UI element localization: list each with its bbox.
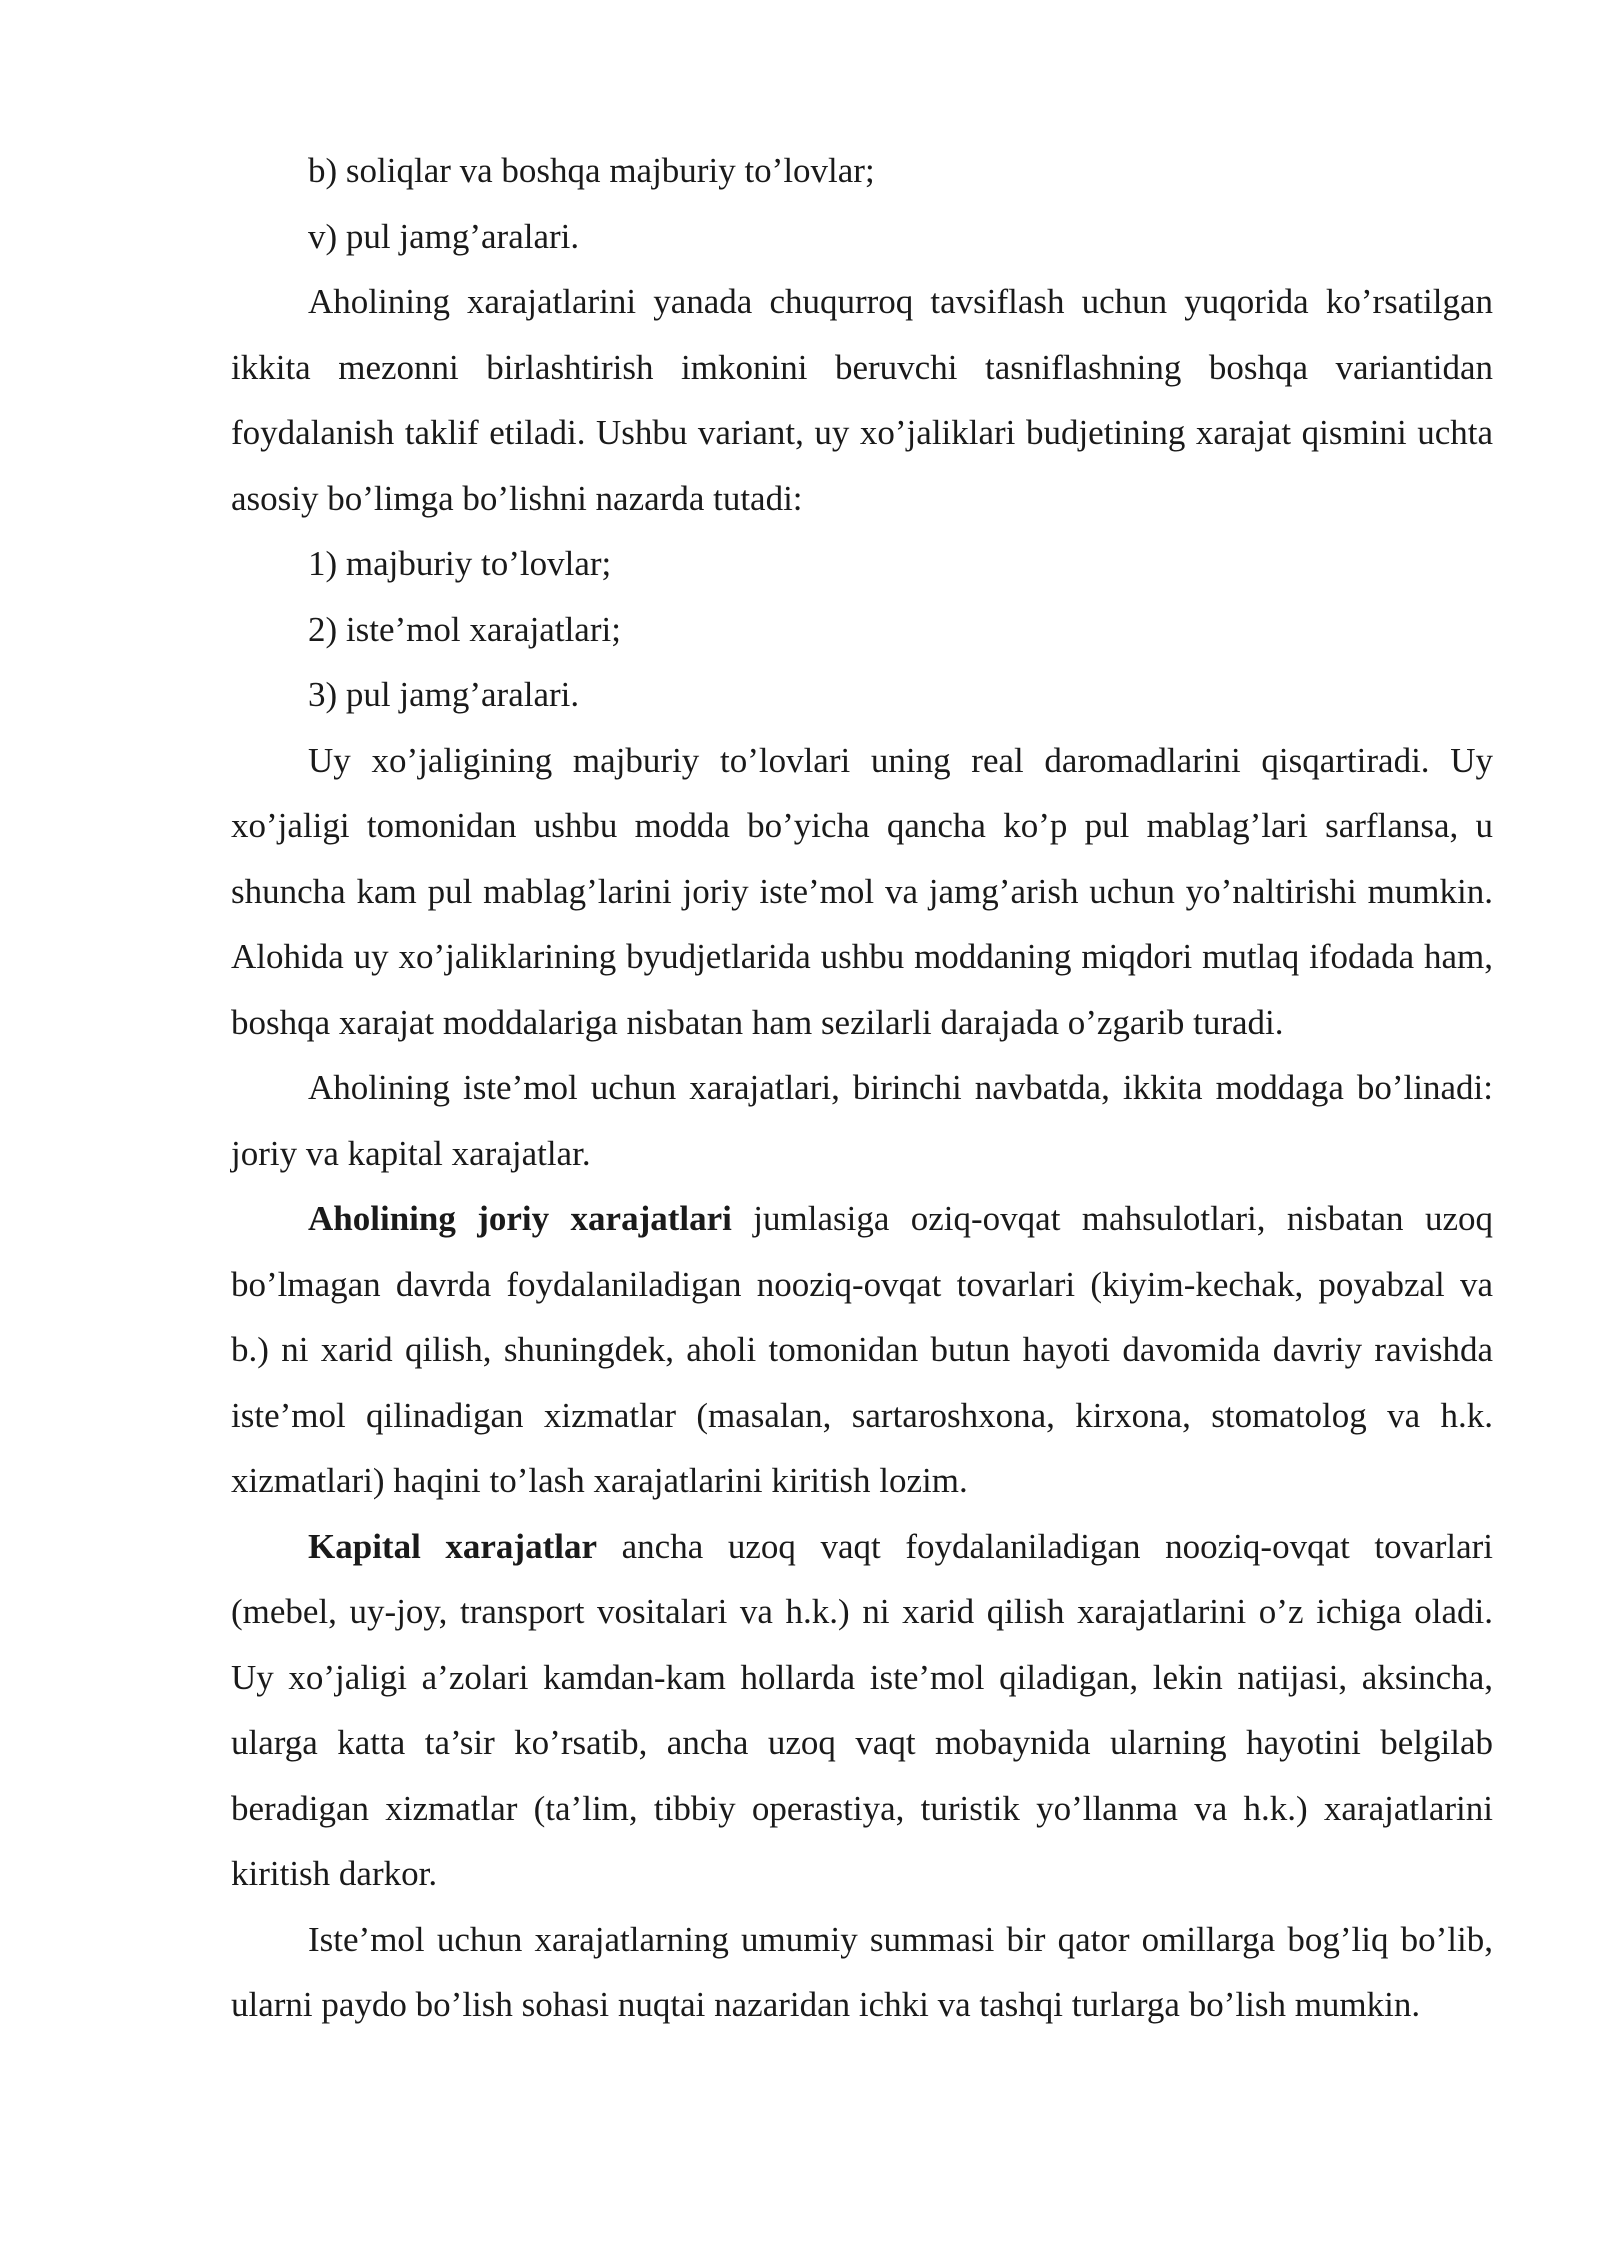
paragraph-consumption-expenses: Aholining iste’mol uchun xarajatlari, birinchi navbatda, ikkita moddaga bo’linadi: joriy va kapital xarajatlar. (231, 1068, 1493, 1173)
list-item-2: 2) iste’mol xarajatlari; (308, 609, 621, 649)
list-item-v: v) pul jamg’aralari. (308, 216, 580, 256)
paragraph-mandatory-payments: Uy xo’jaligining majburiy to’lovlari uning real daromadlarini qisqartiradi. Uy xo’jaligi tomonidan ushbu modda bo’yicha qancha ko’p pul mablag’lari sarflansa, u shuncha kam pul mablag’larini joriy iste’mol va jamg’arish uchun yo’naltirishi mumkin. Alohida uy xo’jaliklarining byudjetlarida ushbu moddaning miqdori mutlaq ifodada ham, boshqa xarajat moddalariga nisbatan ham sezilarli darajada o’zgarib turadi. (231, 740, 1493, 1042)
term-current-expenses: Aholining joriy xarajatlari (308, 1199, 732, 1238)
paragraph-current-expenses (231, 1186, 1493, 1514)
paragraph-capital-expenses (231, 1514, 1493, 1907)
paragraph-current-expenses-text: jumlasiga oziq-ovqat mahsulotlari, nisbatan uzoq bo’lmagan davrda foydalaniladigan nooziq-ovqat tovarlari (kiyim-kechak, poyabzal va b.) ni xarid qilish, shuningdek, aholi tomonidan butun hayoti davomida davriy ravishda iste’mol qilinadigan xizmatlar (masalan, sartaroshxona, kirxona, stomatolog va h.k. xizmatlari) haqini to’lash xarajatlarini kiritish lozim. (231, 1199, 1493, 1500)
paragraph-intro: Aholining xarajatlarini yanada chuqurroq tavsiflash uchun yuqorida ko’rsatilgan ikkita mezonni birlashtirish imkonini beruvchi tasniflashning boshqa variantidan foydalanish taklif etiladi. Ushbu variant, uy xo’jaliklari budjetining xarajat qismini uchta asosiy bo’limga bo’lishni nazarda tutadi: (231, 282, 1493, 518)
list-item-3: 3) pul jamg’aralari. (308, 675, 580, 714)
term-capital-expenses: Kapital xarajatlar (308, 1526, 598, 1566)
list-item-1: 1) majburiy to’lovlar; (308, 544, 612, 583)
paragraph-capital-expenses-text: ancha uzoq vaqt foydalaniladigan nooziq-ovqat tovarlari (mebel, uy-joy, transport vositalari va h.k.) ni xarid qilish xarajatlarini o’z ichiga oladi. Uy xo’jaligi a’zolari kamdan-kam hollarda iste’mol qiladigan, lekin natijasi, aksincha, ularga katta ta’sir ko’rsatib, ancha uzoq vaqt mobaynida ularning hayotini belgilab beradigan xizmatlar (ta’lim, tibbiy operastiya, turistik yo’llanma va h.k.) xarajatlarini kiritish darkor. (231, 1526, 1493, 1893)
document-body (231, 138, 1493, 2038)
list-item-b: b) soliqlar va boshqa majburiy to’lovlar; (308, 151, 875, 190)
paragraph-total-consumption: Iste’mol uchun xarajatlarning umumiy summasi bir qator omillarga bog’liq bo’lib, ularni paydo bo’lish sohasi nuqtai nazaridan ichki va tashqi turlarga bo’lish mumkin. (231, 1919, 1493, 2024)
